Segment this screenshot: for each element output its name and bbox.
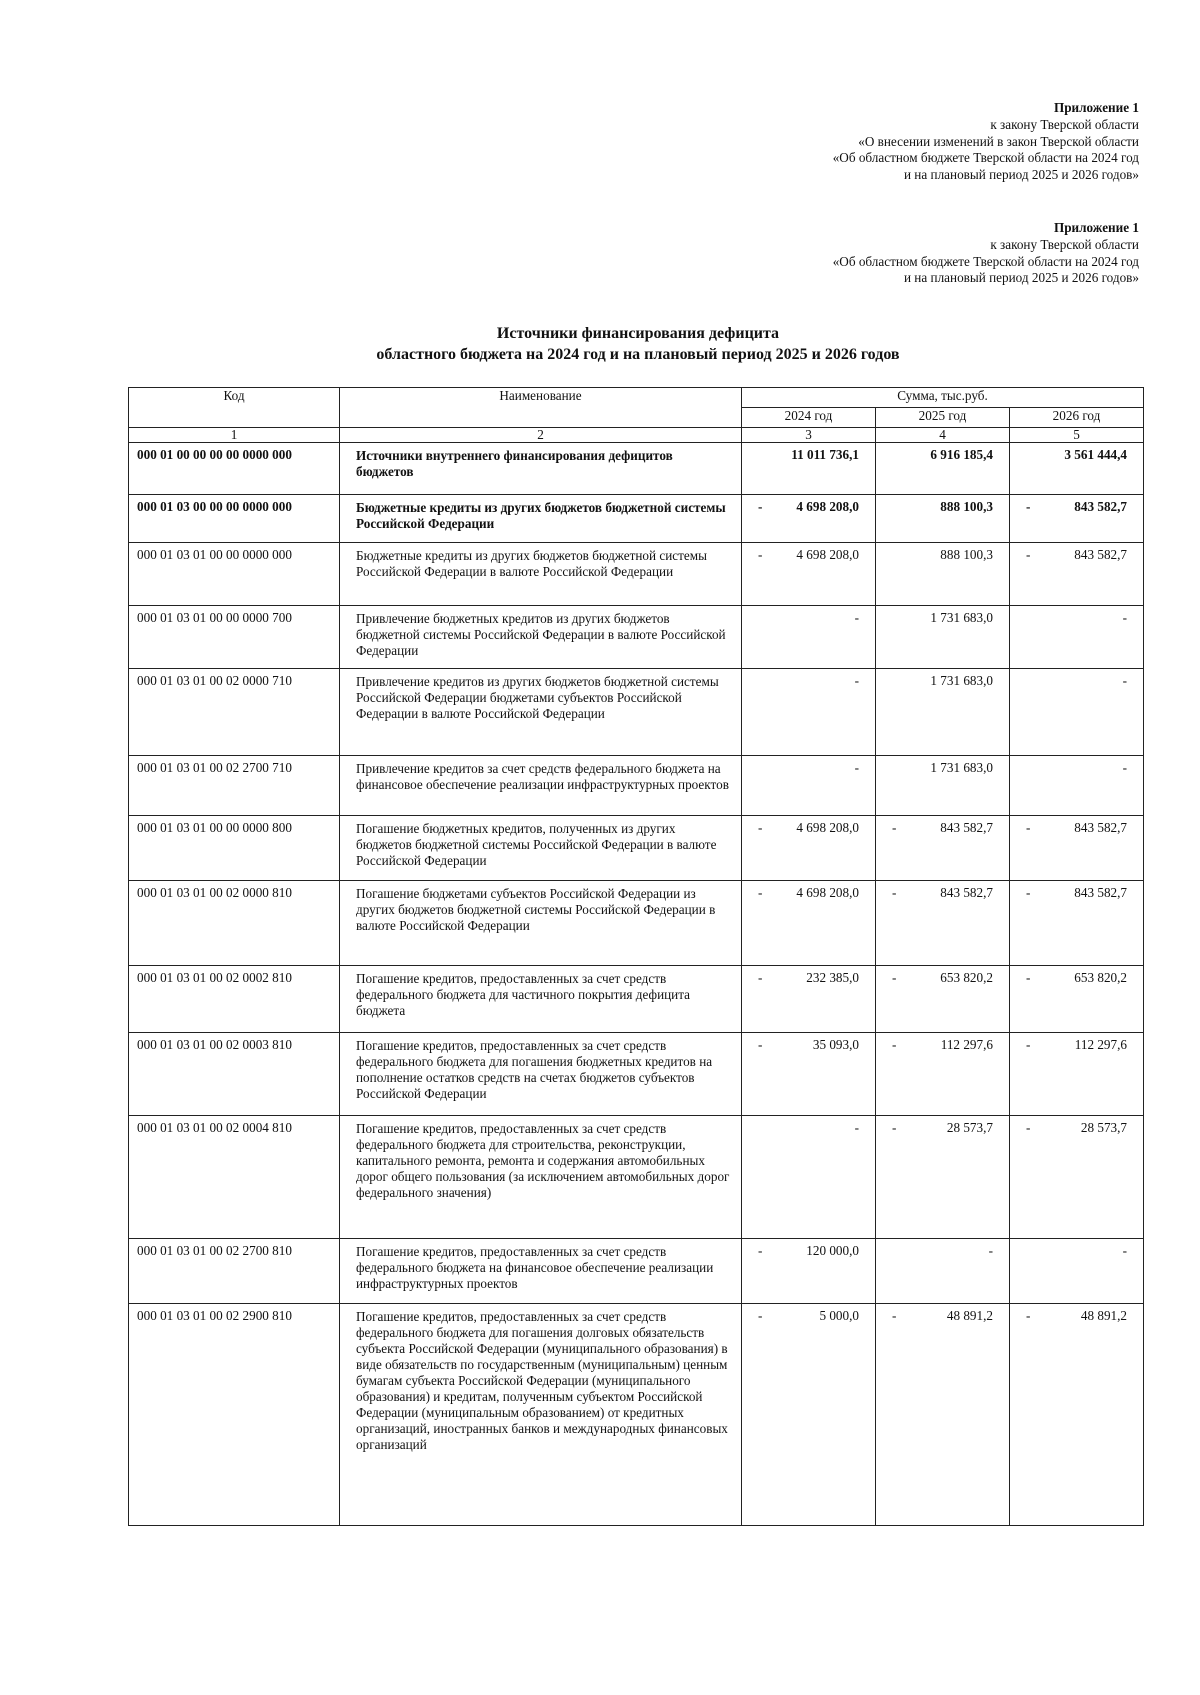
amount-value: 1 731 683,0: [930, 760, 993, 775]
appendix-line: и на плановый период 2025 и 2026 годов»: [903, 167, 1139, 183]
amount-2024: [742, 816, 876, 881]
header-year-2026: 2026 год: [1010, 408, 1144, 428]
amount-2024: [742, 443, 876, 495]
amount-value: 112 297,6: [940, 1037, 993, 1052]
appendix-line: «Об областном бюджете Тверской области на 2024 год: [832, 150, 1139, 166]
amount-value: -: [854, 673, 859, 688]
negative-sign: -: [758, 820, 763, 835]
amount-value: 6 916 185,4: [930, 447, 993, 462]
amount-value: 48 891,2: [1080, 1308, 1128, 1323]
appendix-title: Приложение 1: [1053, 220, 1139, 235]
row-name: Погашение кредитов, предоставленных за счет средств федерального бюджета для погашения долговых обязательств субъекта Российской Федерации (муниципального образования) в виде обязательств по государственным (муниципальным) ценным бумагам субъекта Российской Федерации (муниципального образования) и кредитам, полученным субъектом Российской Федерации (муниципальным образованием) от кредитных организаций, иностранных банков и международных финансовых организаций: [340, 1304, 742, 1526]
amount-value: 888 100,3: [940, 547, 993, 562]
amount-value: 843 582,7: [1074, 499, 1128, 514]
amount-value: -: [1122, 673, 1128, 688]
column-index: 3: [742, 428, 876, 443]
amount-value: -: [1122, 760, 1128, 775]
amount-2024: [742, 756, 876, 816]
amount-2024: [742, 495, 876, 543]
amount-2025: [876, 1304, 1010, 1526]
amount-2025: [876, 443, 1010, 495]
amount-value: 35 093,0: [812, 1037, 859, 1052]
row-name: Погашение кредитов, предоставленных за счет средств федерального бюджета на финансовое обеспечение реализации инфраструктурных проектов: [340, 1239, 742, 1304]
amount-2026: [1010, 1304, 1144, 1526]
amount-2025: [876, 1033, 1010, 1116]
amount-2024: [742, 881, 876, 966]
amount-2026: [1010, 443, 1144, 495]
amount-value: 4 698 208,0: [796, 547, 859, 562]
negative-sign: -: [758, 1308, 763, 1323]
table-row: [129, 543, 1144, 606]
amount-value: 888 100,3: [940, 499, 993, 514]
table-row: [129, 669, 1144, 756]
amount-2025: [876, 1239, 1010, 1304]
table-row: [129, 1033, 1144, 1116]
amount-value: -: [1122, 1243, 1128, 1258]
table-header-row: [129, 388, 1144, 408]
appendix-line: к закону Тверской области: [990, 116, 1139, 132]
amount-2024: [742, 1304, 876, 1526]
negative-sign: -: [1026, 1037, 1031, 1052]
amount-value: 232 385,0: [806, 970, 859, 985]
row-name: Бюджетные кредиты из других бюджетов бюджетной системы Российской Федерации в валюте Российской Федерации: [340, 543, 742, 606]
table-row: [129, 1116, 1144, 1239]
amount-2024: [742, 966, 876, 1033]
amount-value: -: [854, 760, 859, 775]
amount-2026: [1010, 543, 1144, 606]
amount-2024: [742, 669, 876, 756]
negative-sign: -: [758, 885, 763, 900]
appendix-header-amendment: [833, 100, 1139, 184]
amount-value: 11 011 736,1: [791, 447, 859, 462]
table-index-row: [129, 428, 1144, 443]
row-code: 000 01 00 00 00 00 0000 000: [129, 443, 340, 495]
amount-2026: [1010, 966, 1144, 1033]
row-code: 000 01 03 01 00 02 0003 810: [129, 1033, 340, 1116]
negative-sign: -: [892, 885, 897, 900]
amount-value: 4 698 208,0: [796, 885, 859, 900]
amount-value: -: [854, 610, 859, 625]
amount-value: 653 820,2: [1074, 970, 1128, 985]
row-name: Привлечение бюджетных кредитов из других бюджетов бюджетной системы Российской Федерации в валюте Российской Федерации: [340, 606, 742, 669]
header-code: Код: [129, 388, 340, 428]
table-body: [129, 443, 1144, 1526]
row-code: 000 01 03 01 00 02 2700 710: [129, 756, 340, 816]
amount-value: 843 582,7: [940, 820, 993, 835]
amount-value: 843 582,7: [1074, 820, 1128, 835]
amount-2024: [742, 1033, 876, 1116]
negative-sign: -: [892, 1120, 897, 1135]
row-name: Погашение кредитов, предоставленных за счет средств федерального бюджета для частичного покрытия дефицита бюджета: [340, 966, 742, 1033]
table-row: [129, 756, 1144, 816]
appendix-line: и на плановый период 2025 и 2026 годов»: [903, 270, 1139, 286]
amount-2024: [742, 1239, 876, 1304]
appendix-line: «О внесении изменений в закон Тверской области: [858, 133, 1139, 149]
amount-2024: [742, 606, 876, 669]
amount-2025: [876, 1116, 1010, 1239]
column-index: 5: [1010, 428, 1144, 443]
negative-sign: -: [892, 1308, 897, 1323]
negative-sign: -: [758, 499, 763, 514]
amount-value: 4 698 208,0: [796, 499, 859, 514]
amount-value: 1 731 683,0: [930, 673, 993, 688]
amount-2026: [1010, 669, 1144, 756]
amount-2025: [876, 881, 1010, 966]
negative-sign: -: [1026, 970, 1031, 985]
row-name: Привлечение кредитов из других бюджетов бюджетной системы Российской Федерации бюджетами субъектов Российской Федерации в валюте Российской Федерации: [340, 669, 742, 756]
table-row: [129, 1239, 1144, 1304]
amount-value: -: [854, 1120, 859, 1135]
amount-value: 48 891,2: [946, 1308, 993, 1323]
row-name: Привлечение кредитов за счет средств федерального бюджета на финансовое обеспечение реализации инфраструктурных проектов: [340, 756, 742, 816]
document-title: [0, 323, 1200, 365]
amount-value: 843 582,7: [1074, 547, 1128, 562]
amount-value: 112 297,6: [1074, 1037, 1128, 1052]
row-code: 000 01 03 01 00 02 0000 710: [129, 669, 340, 756]
row-code: 000 01 03 01 00 02 2700 810: [129, 1239, 340, 1304]
amount-2026: [1010, 495, 1144, 543]
amount-value: 3 561 444,4: [1064, 447, 1128, 462]
table-row: [129, 606, 1144, 669]
document-title-line-1: Источники финансирования дефицита: [496, 325, 780, 342]
amount-value: 28 573,7: [1080, 1120, 1128, 1135]
amount-2025: [876, 966, 1010, 1033]
negative-sign: -: [892, 970, 897, 985]
amount-2026: [1010, 1116, 1144, 1239]
header-name: Наименование: [340, 388, 742, 428]
negative-sign: -: [1026, 1308, 1031, 1323]
negative-sign: -: [758, 1243, 763, 1258]
amount-2025: [876, 495, 1010, 543]
negative-sign: -: [1026, 499, 1031, 514]
row-code: 000 01 03 01 00 00 0000 800: [129, 816, 340, 881]
amount-2026: [1010, 816, 1144, 881]
table-row: [129, 816, 1144, 881]
amount-value: 1 731 683,0: [930, 610, 993, 625]
negative-sign: -: [892, 1037, 897, 1052]
negative-sign: -: [1026, 885, 1031, 900]
table-row: [129, 966, 1144, 1033]
amount-2025: [876, 816, 1010, 881]
table-row: [129, 443, 1144, 495]
amount-2025: [876, 756, 1010, 816]
row-code: 000 01 03 01 00 02 0004 810: [129, 1116, 340, 1239]
amount-2025: [876, 669, 1010, 756]
negative-sign: -: [892, 820, 897, 835]
amount-value: 653 820,2: [940, 970, 993, 985]
amount-value: -: [1122, 610, 1128, 625]
row-name: Источники внутреннего финансирования дефицитов бюджетов: [340, 443, 742, 495]
column-index: 2: [340, 428, 742, 443]
negative-sign: -: [758, 970, 763, 985]
amount-2025: [876, 543, 1010, 606]
negative-sign: -: [758, 1037, 763, 1052]
amount-2024: [742, 1116, 876, 1239]
row-code: 000 01 03 01 00 00 0000 000: [129, 543, 340, 606]
amount-value: 843 582,7: [1074, 885, 1128, 900]
table-row: [129, 881, 1144, 966]
amount-value: -: [988, 1243, 993, 1258]
row-code: 000 01 03 01 00 02 2900 810: [129, 1304, 340, 1526]
amount-value: 28 573,7: [946, 1120, 993, 1135]
negative-sign: -: [758, 547, 763, 562]
amount-value: 843 582,7: [940, 885, 993, 900]
row-code: 000 01 03 01 00 02 0002 810: [129, 966, 340, 1033]
negative-sign: -: [1026, 547, 1031, 562]
row-name: Погашение кредитов, предоставленных за счет средств федерального бюджета для строительства, реконструкции, капитального ремонта, ремонта и содержания автомобильных дорог общего пользования (за исключением автомобильных дорог федерального значения): [340, 1116, 742, 1239]
amount-2026: [1010, 606, 1144, 669]
document-title-line-2: областного бюджета на 2024 год и на плановый период 2025 и 2026 годов: [376, 346, 900, 363]
header-year-2024: 2024 год: [742, 408, 876, 428]
amount-value: 5 000,0: [819, 1308, 859, 1323]
amount-2025: [876, 606, 1010, 669]
header-sum: Сумма, тыс.руб.: [742, 388, 1144, 408]
appendix-title: Приложение 1: [1053, 100, 1139, 115]
amount-2026: [1010, 881, 1144, 966]
negative-sign: -: [1026, 1120, 1031, 1135]
row-code: 000 01 03 00 00 00 0000 000: [129, 495, 340, 543]
appendix-header-original: [833, 220, 1139, 287]
header-year-2025: 2025 год: [876, 408, 1010, 428]
appendix-line: к закону Тверской области: [990, 236, 1139, 252]
column-index: 1: [129, 428, 340, 443]
amount-value: 4 698 208,0: [796, 820, 859, 835]
amount-2026: [1010, 756, 1144, 816]
row-code: 000 01 03 01 00 00 0000 700: [129, 606, 340, 669]
table-row: [129, 495, 1144, 543]
row-name: Погашение бюджетных кредитов, полученных из других бюджетов бюджетной системы Российской Федерации в валюте Российской Федерации: [340, 816, 742, 881]
amount-value: 120 000,0: [806, 1243, 859, 1258]
column-index: 4: [876, 428, 1010, 443]
row-name: Погашение кредитов, предоставленных за счет средств федерального бюджета для погашения бюджетных кредитов на пополнение остатков средств на счетах бюджетов субъектов Российской Федерации: [340, 1033, 742, 1116]
amount-2026: [1010, 1239, 1144, 1304]
row-code: 000 01 03 01 00 02 0000 810: [129, 881, 340, 966]
row-name: Погашение бюджетами субъектов Российской Федерации из других бюджетов бюджетной системы Российской Федерации в валюте Российской Федерации: [340, 881, 742, 966]
row-name: Бюджетные кредиты из других бюджетов бюджетной системы Российской Федерации: [340, 495, 742, 543]
budget-sources-table: [128, 387, 1144, 1526]
negative-sign: -: [1026, 820, 1031, 835]
amount-2026: [1010, 1033, 1144, 1116]
appendix-line: «Об областном бюджете Тверской области на 2024 год: [832, 253, 1139, 269]
table-row: [129, 1304, 1144, 1526]
amount-2024: [742, 543, 876, 606]
